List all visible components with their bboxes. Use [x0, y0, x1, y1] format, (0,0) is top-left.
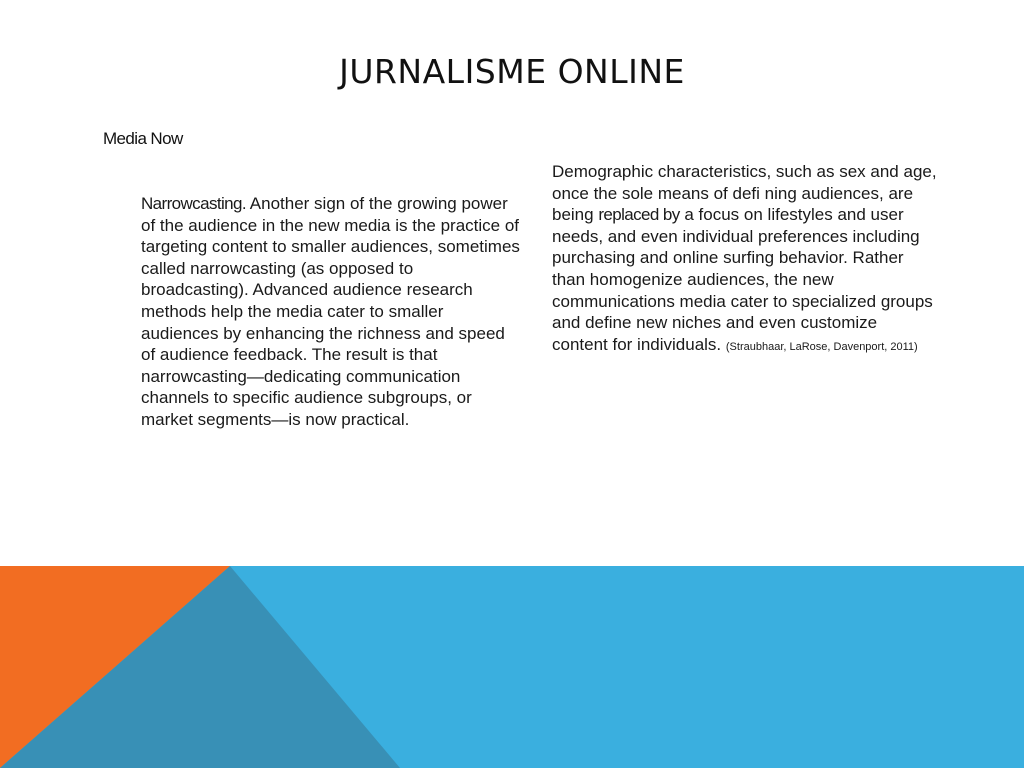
narrowcasting-term: Narrowcasting. — [141, 194, 246, 213]
slide-subtitle: Media Now — [103, 129, 183, 148]
footer-shapes — [0, 566, 1024, 768]
footer-decoration — [0, 566, 1024, 768]
demographics-text-start: Demographic characteristics, such as sex and age, once the sole means of defi ning audiences, are being — [552, 162, 937, 225]
replaced-by-emphasis: replaced by — [598, 205, 680, 225]
narrowcasting-body: Another sign of the growing power of the audience in the new media is the practice of targeting content to smaller audiences, sometimes called narrowcasting (as opposed to broadcasting). Advanced audience research methods help the media cater to smaller audiences by enhancing the richness and speed of audience feedback. The result is that narrowcasting—dedicating communication channels to specific audience subgroups, or market segments—is now practical. — [141, 194, 520, 429]
demographics-text-end: a focus on lifestyles and user needs, and even individual preferences including purchasing and online surfing behavior. Rather than homogenize audiences, the new communications media cater to specialized groups and define new niches and even customize content for individuals. — [552, 205, 933, 354]
left-text-block — [141, 193, 521, 431]
slide-title: JURNALISME ONLINE — [339, 52, 685, 91]
right-text-block — [552, 161, 937, 355]
citation: (Straubhaar, LaRose, Davenport, 2011) — [725, 340, 918, 353]
